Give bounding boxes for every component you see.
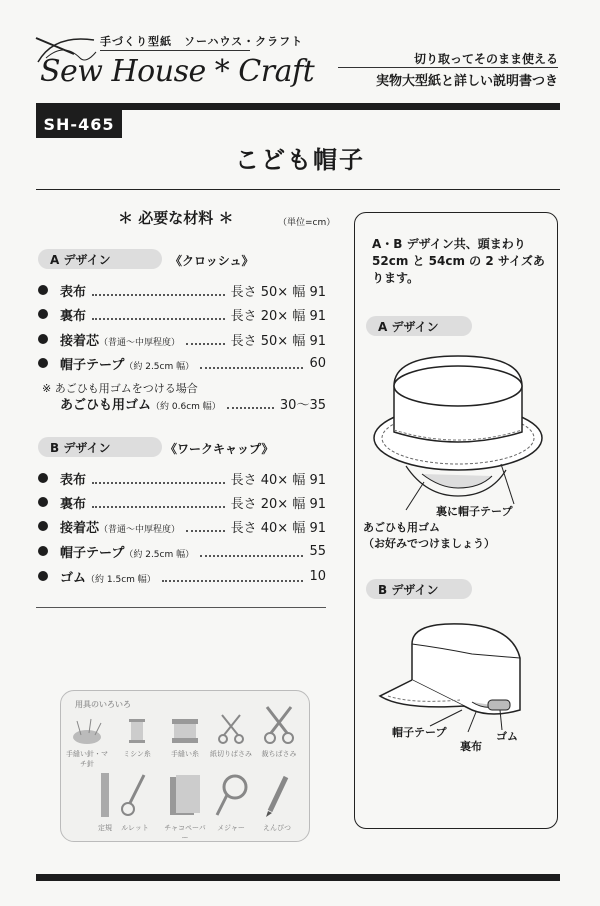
bullet-icon (38, 309, 48, 319)
tools-box (60, 690, 310, 842)
tape-measure-icon (213, 773, 249, 819)
brand-jp: 手づくり型紙 ソーハウス・クラフト (100, 35, 304, 48)
scissors-icon (216, 713, 246, 745)
unit-note: （単位=cm） (278, 218, 336, 228)
tool-hand-thread: 手縫い糸 (161, 717, 209, 759)
bullet-icon (38, 334, 48, 344)
tool-tracing-wheel: ルレット (111, 773, 159, 833)
materials-heading: ＊ 必要な材料 ＊ (118, 209, 234, 227)
elastic-note: ※ あごひも用ゴムをつける場合 (42, 382, 198, 395)
brand-logo: Sew House * Craft (40, 54, 315, 89)
design-a-style: 《クロッシュ》 (170, 254, 254, 268)
bullet-icon (38, 497, 48, 507)
material-row: 帽子テープ（約 2.5cm 幅） 55 (38, 541, 326, 561)
pincushion-icon (67, 717, 107, 745)
a-tape-label: 裏に帽子テープ (436, 505, 513, 518)
design-b-pill: B デザイン (38, 437, 162, 457)
bullet-icon (38, 521, 48, 531)
spool-icon (125, 717, 149, 745)
bottom-bar (36, 874, 560, 881)
b-elastic-label: ゴム (496, 730, 518, 743)
thread-icon (170, 717, 200, 745)
materials-divider (36, 607, 326, 608)
tracing-wheel-icon (120, 773, 150, 819)
brand-divider (100, 50, 250, 51)
work-cap-illustration (372, 614, 532, 734)
material-row: 裏布 長さ 20× 幅 91 (38, 304, 326, 324)
design-a-pill: A デザイン (38, 249, 162, 269)
product-code: SH-465 (36, 110, 122, 138)
material-row: 表布 長さ 50× 幅 91 (38, 280, 326, 300)
top-bar (36, 103, 560, 110)
tool-chalk-paper: チャコペーパー (161, 773, 209, 843)
pencil-icon (262, 773, 292, 819)
bullet-icon (38, 285, 48, 295)
tool-ruler: 定規 (81, 773, 129, 833)
bullet-icon (38, 473, 48, 483)
material-row: 帽子テープ（約 2.5cm 幅） 60 (38, 353, 326, 373)
page-title: こども帽子 (235, 146, 365, 174)
b-lining-label: 裏布 (460, 740, 482, 753)
tool-fabric-scissors: 裁ちばさみ (255, 705, 303, 759)
a-design-pill: A デザイン (366, 316, 472, 336)
tool-paper-scissors: 紙切りばさみ (207, 713, 255, 759)
material-row: あごひも用ゴム（約 0.6cm 幅） 30〜35 (60, 397, 326, 413)
tool-pins: 手縫い針・マチ針 (63, 717, 111, 769)
size-note: A・B デザイン共、頭まわり 52cm と 54cm の 2 サイズあります。 (372, 237, 545, 285)
bullet-icon (38, 358, 48, 368)
cloche-hat-illustration (366, 346, 550, 516)
material-row: ゴム（約 1.5cm 幅） 10 (38, 566, 326, 586)
material-row: 裏布 長さ 20× 幅 91 (38, 492, 326, 512)
b-tape-label: 帽子テープ (392, 726, 447, 739)
a-elastic-sub: （お好みでつけましょう） (363, 537, 495, 550)
material-row: 接着芯（普通〜中厚程度） 長さ 40× 幅 91 (38, 516, 326, 536)
b-design-pill: B デザイン (366, 579, 472, 599)
bullet-icon (38, 571, 48, 581)
tagline-divider (338, 67, 558, 68)
material-row: 表布 長さ 40× 幅 91 (38, 468, 326, 488)
tools-title: 用具のいろいろ (75, 700, 131, 709)
shears-icon (261, 705, 297, 745)
title-divider (36, 189, 560, 190)
tool-machine-thread: ミシン糸 (113, 717, 161, 759)
tool-tape-measure: メジャー (207, 773, 255, 833)
a-elastic-label: あごひも用ゴム (363, 521, 440, 534)
tagline-2: 実物大型紙と詳しい説明書つき (375, 74, 558, 89)
design-b-style: 《ワークキャップ》 (165, 442, 274, 456)
material-row: 接着芯（普通〜中厚程度） 長さ 50× 幅 91 (38, 329, 326, 349)
tagline-1: 切り取ってそのまま使える (413, 52, 558, 66)
chalk-paper-icon (168, 773, 202, 819)
bullet-icon (38, 546, 48, 556)
tool-pencil: えんぴつ (253, 773, 301, 833)
